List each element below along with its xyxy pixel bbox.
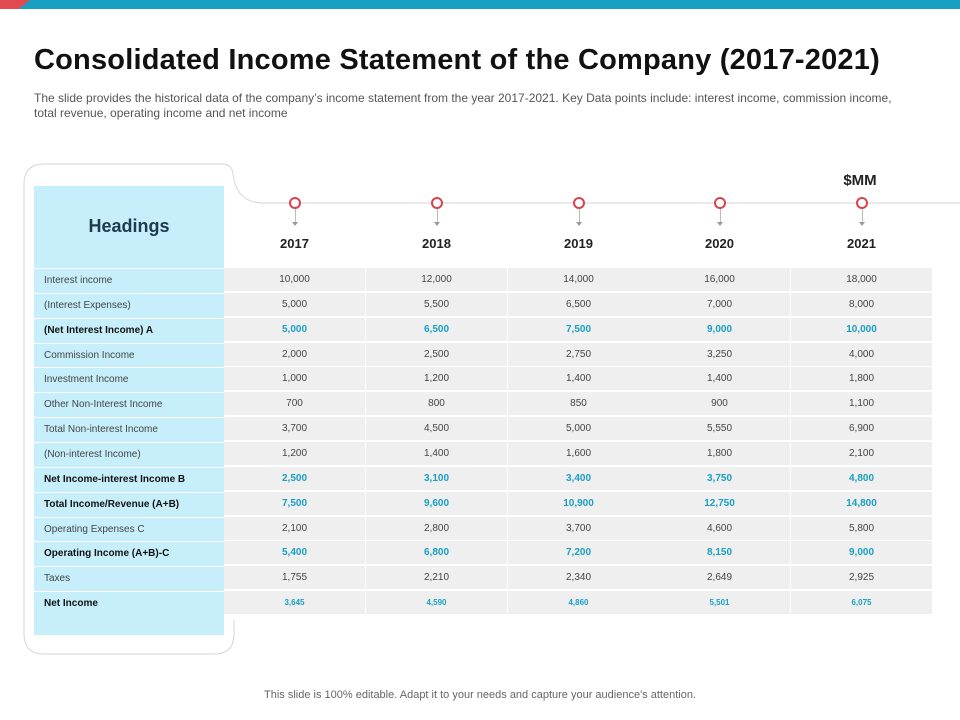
- table-cell: 3,700: [224, 417, 366, 441]
- table-cell: 10,900: [508, 492, 650, 516]
- headings-title: Headings: [88, 216, 170, 236]
- footer-note: This slide is 100% editable. Adapt it to your needs and capture your audience's attention.: [264, 689, 696, 701]
- arrow-down-icon: [717, 222, 723, 226]
- table-cell: 4,860: [508, 591, 650, 615]
- year-header: 2020: [705, 236, 734, 251]
- year-header: 2018: [422, 236, 451, 251]
- row-label: (Interest Expenses): [34, 293, 224, 317]
- table-cell: 5,000: [224, 318, 366, 342]
- table-cell: 2,649: [649, 566, 791, 590]
- table-cell: 14,800: [791, 492, 933, 516]
- table-cell: 4,600: [649, 517, 791, 541]
- table-cell: 1,400: [649, 367, 791, 391]
- table-cell: 2,100: [224, 517, 366, 541]
- table-cell: 12,750: [649, 492, 791, 516]
- table-cell: 3,400: [508, 467, 650, 491]
- table-cell: 7,200: [508, 541, 650, 565]
- row-label: Commission Income: [34, 343, 224, 367]
- table-cell: 2,210: [366, 566, 508, 590]
- table-cell: 1,755: [224, 566, 366, 590]
- table-cell: 2,100: [791, 442, 933, 466]
- table-cell: 1,000: [224, 367, 366, 391]
- timeline-marker-icon: [856, 197, 868, 209]
- table-cell: 850: [508, 392, 650, 416]
- table-cell: 5,800: [791, 517, 933, 541]
- table-cell: 6,500: [508, 293, 650, 317]
- table-cell: 2,925: [791, 566, 933, 590]
- table-cell: 6,800: [366, 541, 508, 565]
- table-cell: 1,600: [508, 442, 650, 466]
- table-cell: 9,600: [366, 492, 508, 516]
- table-cell: 6,900: [791, 417, 933, 441]
- timeline-stem: [579, 209, 580, 223]
- table-cell: 1,800: [649, 442, 791, 466]
- table-cell: 8,000: [791, 293, 933, 317]
- table-cell: 2,500: [224, 467, 366, 491]
- table-cell: 4,590: [366, 591, 508, 615]
- table-cell: 1,400: [508, 367, 650, 391]
- row-label: Other Non-Interest Income: [34, 392, 224, 416]
- table-cell: 2,800: [366, 517, 508, 541]
- row-label: Operating Expenses C: [34, 517, 224, 541]
- table-cell: 6,500: [366, 318, 508, 342]
- row-label: Operating Income (A+B)-C: [34, 541, 224, 565]
- row-label: Taxes: [34, 566, 224, 590]
- arrow-down-icon: [292, 222, 298, 226]
- arrow-down-icon: [434, 222, 440, 226]
- table-cell: 2,500: [366, 343, 508, 367]
- table-cell: 2,750: [508, 343, 650, 367]
- year-header: 2019: [564, 236, 593, 251]
- table-cell: 700: [224, 392, 366, 416]
- page-subtitle: The slide provides the historical data of the company’s income statement from the year 2017-2021. Key Data points include: interest income, commission income, total revenue, operating income and net income: [34, 91, 892, 120]
- page-title: Consolidated Income Statement of the Company (2017-2021): [34, 44, 880, 76]
- timeline-marker-icon: [714, 197, 726, 209]
- unit-label: $MM: [843, 172, 877, 189]
- table-cell: 3,645: [224, 591, 366, 615]
- timeline-stem: [862, 209, 863, 223]
- table-cell: 1,100: [791, 392, 933, 416]
- timeline-marker-icon: [573, 197, 585, 209]
- table-cell: 4,500: [366, 417, 508, 441]
- table-cell: 7,000: [649, 293, 791, 317]
- table-cell: 7,500: [224, 492, 366, 516]
- row-label: Total Income/Revenue (A+B): [34, 492, 224, 516]
- row-label: (Non-interest Income): [34, 442, 224, 466]
- row-label: Net Income-interest Income B: [34, 467, 224, 491]
- table-cell: 12,000: [366, 268, 508, 292]
- table-cell: 900: [649, 392, 791, 416]
- timeline-stem: [437, 209, 438, 223]
- table-cell: 3,100: [366, 467, 508, 491]
- year-header: 2017: [280, 236, 309, 251]
- table-cell: 9,000: [649, 318, 791, 342]
- timeline-stem: [295, 209, 296, 223]
- table-cell: 4,000: [791, 343, 933, 367]
- table-cell: 10,000: [791, 318, 933, 342]
- table-cell: 16,000: [649, 268, 791, 292]
- table-cell: 5,400: [224, 541, 366, 565]
- row-label: Investment Income: [34, 367, 224, 391]
- table-cell: 2,000: [224, 343, 366, 367]
- table-cell: 3,750: [649, 467, 791, 491]
- table-cell: 3,700: [508, 517, 650, 541]
- table-cell: 6,075: [791, 591, 933, 615]
- table-cell: 5,501: [649, 591, 791, 615]
- table-cell: 10,000: [224, 268, 366, 292]
- row-label: Interest income: [34, 268, 224, 292]
- row-label: (Net Interest Income) A: [34, 318, 224, 342]
- table-cell: 1,200: [224, 442, 366, 466]
- row-label: Total Non-interest Income: [34, 417, 224, 441]
- table-cell: 5,550: [649, 417, 791, 441]
- table-cell: 14,000: [508, 268, 650, 292]
- table-cell: 4,800: [791, 467, 933, 491]
- table-cell: 1,200: [366, 367, 508, 391]
- year-header: 2021: [847, 236, 876, 251]
- table-cell: 1,800: [791, 367, 933, 391]
- table-cell: 18,000: [791, 268, 933, 292]
- table-cell: 3,250: [649, 343, 791, 367]
- table-cell: 5,000: [508, 417, 650, 441]
- table-cell: 1,400: [366, 442, 508, 466]
- arrow-down-icon: [576, 222, 582, 226]
- table-cell: 5,500: [366, 293, 508, 317]
- timeline-stem: [720, 209, 721, 223]
- table-cell: 5,000: [224, 293, 366, 317]
- table-cell: 7,500: [508, 318, 650, 342]
- timeline-marker-icon: [431, 197, 443, 209]
- row-label: Net Income: [34, 591, 224, 615]
- timeline-marker-icon: [289, 197, 301, 209]
- table-cell: 800: [366, 392, 508, 416]
- table-cell: 9,000: [791, 541, 933, 565]
- arrow-down-icon: [859, 222, 865, 226]
- table-cell: 2,340: [508, 566, 650, 590]
- table-cell: 8,150: [649, 541, 791, 565]
